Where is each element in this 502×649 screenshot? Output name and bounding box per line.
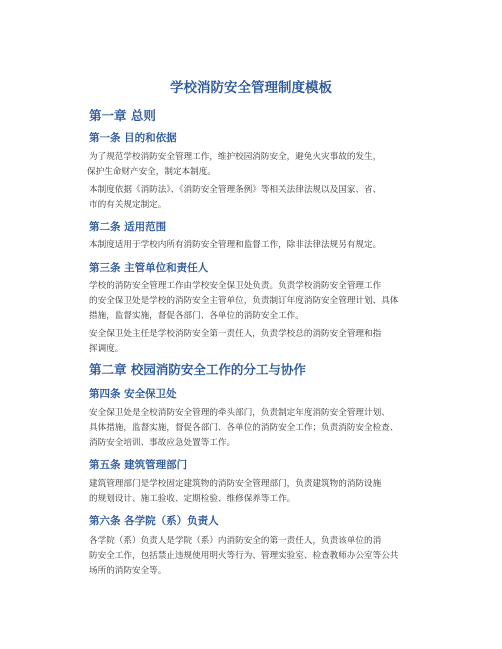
article-1-paragraph-1 bbox=[89, 150, 419, 180]
text-line: 的规划设计、施工验收、定期检验、维修保养等工作。 bbox=[89, 494, 296, 504]
text-line: 场所的消防安全等。 bbox=[89, 566, 167, 576]
text-line: 本制度适用于学校内所有消防安全管理和监督工作，除非法律法规另有规定。 bbox=[89, 240, 382, 250]
article-5-paragraph-1 bbox=[89, 477, 419, 507]
text-line: 各学院（系）负责人是学院（系）内消防安全的第一责任人，负责该单位的消 bbox=[89, 536, 382, 546]
article-2-heading: 第二条 适用范围 bbox=[89, 221, 167, 233]
chapter-1-heading: 第一章 总则 bbox=[89, 108, 156, 123]
text-line: 学校的消防安全管理工作由学校安全保卫处负责。负责学校消防安全管理工作 bbox=[89, 281, 382, 291]
text-line: 消防安全培训、事故应急处置等工作。 bbox=[89, 438, 236, 448]
article-3-paragraph-1 bbox=[89, 279, 419, 324]
document-title: 学校消防安全管理制度模板 bbox=[170, 80, 332, 96]
text-line: 具体措施，监督实施，督促各部门、各单位的消防安全工作；负责消防安全检查、 bbox=[89, 423, 399, 433]
text-line: 的安全保卫处是学校的消防安全主管单位，负责制订年度消防安全管理计划、具体 bbox=[89, 296, 399, 306]
article-2-paragraph-1 bbox=[89, 238, 419, 253]
article-4-heading: 第四条 安全保卫处 bbox=[89, 388, 177, 400]
article-3-heading: 第三条 主管单位和责任人 bbox=[89, 262, 209, 274]
text-line: 为了规范学校消防安全管理工作，维护校园消防安全，避免火灾事故的发生， bbox=[89, 152, 382, 162]
text-line: 挥调度。 bbox=[89, 344, 124, 354]
text-line: 防安全工作，包括禁止违规使用明火等行为、管理实验室、检查教师办公室等公共 bbox=[89, 551, 399, 561]
article-1-heading: 第一条 目的和依据 bbox=[89, 132, 177, 144]
article-3-paragraph-2 bbox=[89, 327, 419, 357]
text-line: 市的有关规定制定。 bbox=[89, 200, 167, 210]
article-4-paragraph-1 bbox=[89, 406, 419, 451]
text-line: 措施，监督实施，督促各部门、各单位的消防安全工作。 bbox=[89, 311, 304, 321]
text-line: 安全保卫处主任是学校消防安全第一责任人，负责学校总的消防安全管理和指 bbox=[89, 329, 382, 339]
article-6-paragraph-1 bbox=[89, 534, 419, 579]
text-line: 安全保卫处是全校消防安全管理的牵头部门，负责制定年度消防安全管理计划、 bbox=[89, 408, 390, 418]
article-5-heading: 第五条 建筑管理部门 bbox=[89, 459, 188, 471]
chapter-2-heading: 第二章 校园消防安全工作的分工与协作 bbox=[89, 362, 306, 377]
text-line: 保护生命财产安全，制定本制度。 bbox=[87, 167, 216, 177]
text-line: 建筑管理部门是学校固定建筑物的消防安全管理部门，负责建筑物的消防设施 bbox=[89, 479, 382, 489]
text-line: 本制度依据《消防法》、《消防安全管理条例》等相关法律法规以及国家、省、 bbox=[89, 185, 382, 195]
article-1-paragraph-2 bbox=[89, 183, 419, 213]
article-6-heading: 第六条 各学院（系）负责人 bbox=[89, 515, 219, 527]
